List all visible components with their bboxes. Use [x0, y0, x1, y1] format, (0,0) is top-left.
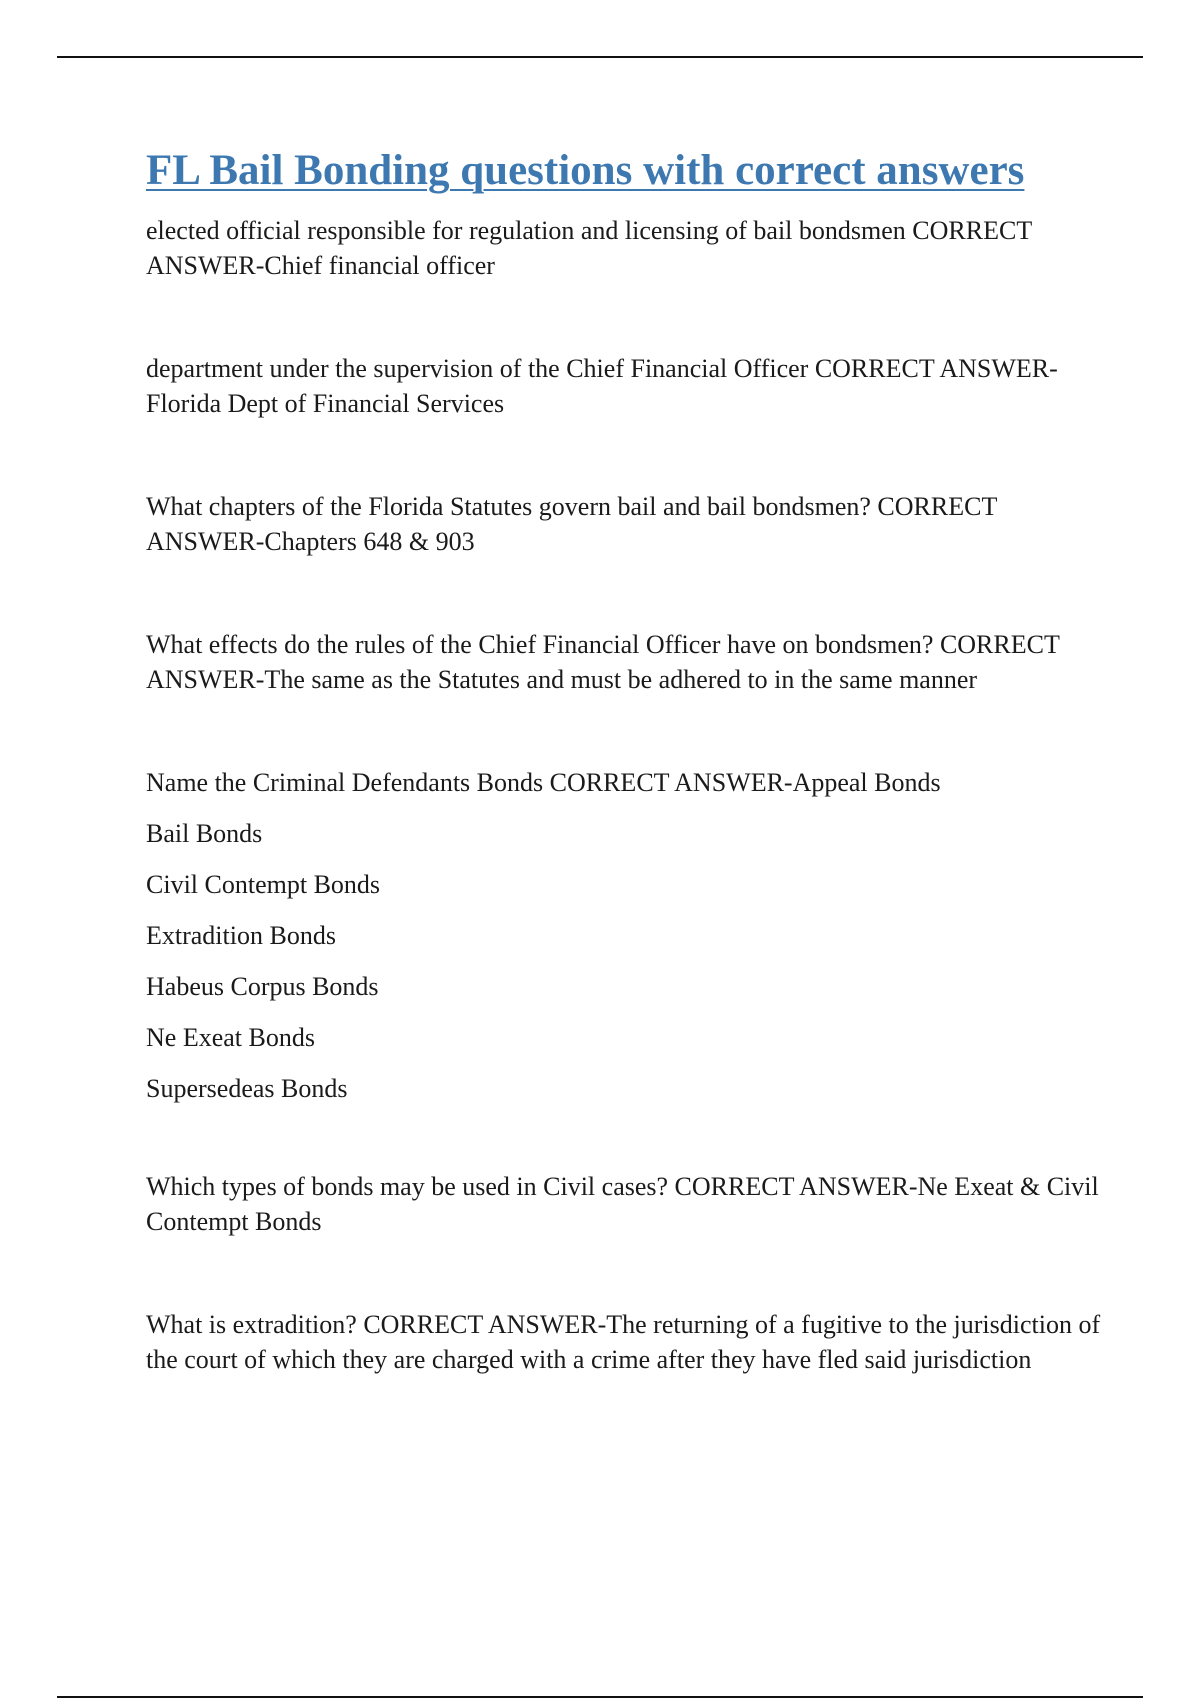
qa-item-7: What is extradition? CORRECT ANSWER-The returning of a fugitive to the jurisdiction of the court of which they are charged with a crime after they have fled said jurisdiction [146, 1310, 1101, 1374]
document-page [146, 145, 1106, 1377]
bond-type-line: Supersedeas Bonds [146, 1074, 348, 1103]
bond-type-line: Extradition Bonds [146, 921, 336, 950]
bottom-rule [57, 1696, 1143, 1698]
qa-item-2: department under the supervision of the Chief Financial Officer CORRECT ANSWER-Florida Dept of Financial Services [146, 354, 1058, 418]
qa-item-5: Name the Criminal Defendants Bonds CORRECT ANSWER-Appeal Bonds [146, 768, 941, 797]
bond-type-line: Civil Contempt Bonds [146, 870, 381, 899]
qa-item-3: What chapters of the Florida Statutes govern bail and bail bondsmen? CORRECT ANSWER-Chapters 648 & 903 [146, 492, 997, 556]
bond-type-line: Ne Exeat Bonds [146, 1023, 315, 1052]
qa-item-4: What effects do the rules of the Chief Financial Officer have on bondsmen? CORRECT ANSWER-The same as the Statutes and must be adhered to in the same manner [146, 630, 1060, 694]
document-title: FL Bail Bonding questions with correct answers [146, 147, 1025, 194]
top-rule [57, 56, 1143, 58]
qa-item-6: Which types of bonds may be used in Civil cases? CORRECT ANSWER-Ne Exeat & Civil Contempt Bonds [146, 1172, 1099, 1236]
qa-item-1: elected official responsible for regulation and licensing of bail bondsmen CORRECT ANSWER-Chief financial officer [146, 216, 1032, 280]
bond-type-line: Habeus Corpus Bonds [146, 972, 379, 1001]
bond-type-line: Bail Bonds [146, 819, 263, 848]
